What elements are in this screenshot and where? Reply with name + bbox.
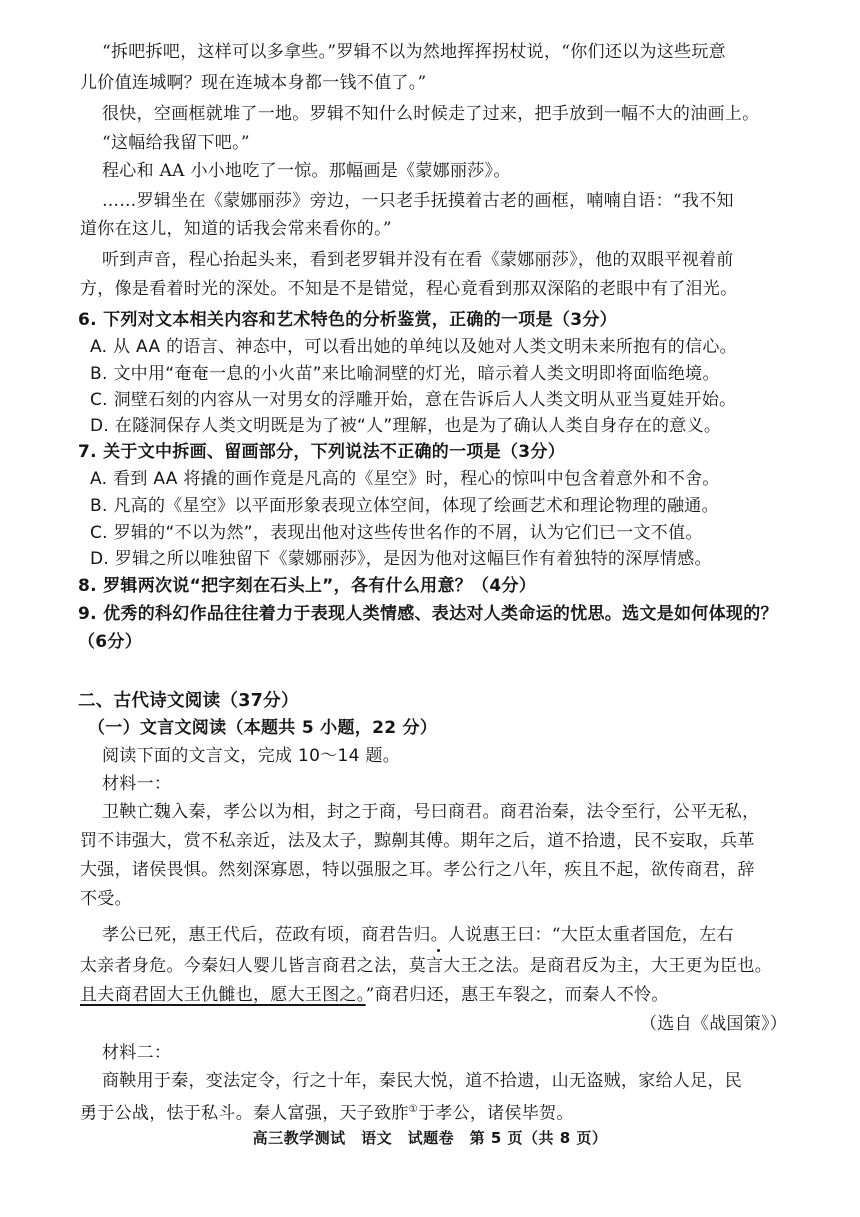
classical-text-line [80, 984, 669, 1006]
classical-text-line: 商鞅用于秦，变法定令，行之十年，秦民大悦，道不拾遗，山无盗贼，家给人足，民 [102, 1071, 743, 1091]
question-7-option-c: C. 罗辑的“不以为然”，表现出他对这些传世名作的不屑，认为它们已一文不值。 [90, 523, 703, 543]
classical-text-line [80, 1099, 574, 1125]
story-line: 听到声音，程心抬起头来，看到老罗辑并没有在看《蒙娜丽莎》，他的双眼平视着前 [102, 250, 734, 270]
material-1-label: 材料一： [102, 774, 172, 794]
question-9-line: （6分） [78, 632, 143, 652]
classical-text-line: 孝公已死，惠王代后，莅政有顷，商君告归。人说惠王曰：“大臣太重者国危，左右 [102, 925, 734, 945]
question-7-stem: 7. 关于文中拆画、留画部分，下列说法不正确的一项是（3分） [78, 442, 566, 462]
classical-text-line: 太亲者身危。今秦妇人婴儿皆言商君之法，莫言大王之法。是商君反为主，大王更为臣也。 [80, 956, 772, 976]
classical-text-continuation: ”商君归还，惠王车裂之，而秦人不怜。 [365, 985, 669, 1005]
classical-text-line: 卫鞅亡魏入秦，孝公以为相，封之于商，号曰商君。商君治秦，法令至行，公平无私， [102, 802, 760, 822]
classical-text-part: 于孝公，诸侯毕贺。 [417, 1103, 574, 1124]
emphasis-dot [437, 949, 440, 952]
story-line: 方，像是看着时光的深处。不知是不是错觉，程心竟看到那双深陷的老眼中有了泪光。 [80, 279, 738, 299]
story-line: “拆吧拆吧，这样可以多拿些。”罗辑不以为然地挥挥拐杖说，“你们还以为这些玩意 [102, 42, 726, 62]
footnote-marker: ① [408, 1104, 418, 1115]
classical-text-part: 勇于公战，怯于私斗。秦人富强，天子致胙 [80, 1103, 409, 1124]
question-6-stem: 6. 下列对文本相关内容和艺术特色的分析鉴赏，正确的一项是（3分） [78, 310, 617, 330]
question-7-option-b: B. 凡高的《星空》以平面形象表现立体空间，体现了绘画艺术和理论物理的融通。 [90, 496, 719, 516]
question-6-option-a: A. 从 AA 的语言、神态中，可以看出她的单纯以及她对人类文明未来所抱有的信心。 [90, 337, 737, 357]
question-7-option-a: A. 看到 AA 将撬的画作竟是凡高的《星空》时，程心的惊叫中包含着意外和不舍。 [90, 469, 720, 489]
material-2-label: 材料二： [102, 1043, 172, 1063]
question-6-option-b: B. 文中用“奄奄一息的小火苗”来比喻洞壁的灯光，暗示着人类文明即将面临绝境。 [90, 364, 720, 384]
source-citation: （选自《战国策》） [640, 1014, 788, 1034]
story-line: 很快，空画框就堆了一地。罗辑不知什么时候走了过来，把手放到一幅不大的油画上。 [102, 104, 760, 124]
question-6-option-d: D. 在隧洞保存人类文明既是为了被“人”理解，也是为了确认人类自身存在的意义。 [90, 416, 722, 436]
question-6-option-c: C. 洞壁石刻的内容从一对男女的浮雕开始，意在告诉后人人类文明从亚当夏娃开始。 [90, 390, 737, 410]
reading-instruction: 阅读下面的文言文，完成 10～14 题。 [102, 746, 401, 766]
story-line: 程心和 AA 小小地吃了一惊。那幅画是《蒙娜丽莎》。 [102, 161, 511, 181]
page-footer: 高三教学测试 语文 试题卷 第 5 页（共 8 页） [252, 1129, 608, 1147]
classical-text-line: 不受。 [80, 889, 132, 909]
question-9-line: 9. 优秀的科幻作品往往着力于表现人类情感、表达对人类命运的忧思。选文是如何体现的？ [78, 604, 778, 624]
underlined-sentence: 且夫商君固大王仇雠也，愿大王图之。 [80, 985, 366, 1005]
story-line: ……罗辑坐在《蒙娜丽莎》旁边，一只老手抚摸着古老的画框，喃喃自语：“我不知 [102, 191, 734, 211]
story-line: “这幅给我留下吧。” [102, 133, 250, 153]
classical-text-line: 罚不讳强大，赏不私亲近，法及太子，黥劓其傅。期年之后，道不拾遗，民不妄取，兵革 [80, 831, 755, 851]
question-8: 8. 罗辑两次说“把字刻在石头上”，各有什么用意？（4分） [78, 576, 537, 596]
story-line: 儿价值连城啊？现在连城本身都一钱不值了。” [80, 73, 427, 93]
story-line: 道你在这儿，知道的话我会常来看你的。” [80, 219, 392, 239]
section-2-title: 二、古代诗文阅读（37分） [78, 691, 299, 711]
section-2-subtitle: （一）文言文阅读（本题共 5 小题，22 分） [88, 718, 438, 738]
classical-text-line: 大强，诸侯畏惧。然刻深寡恩，特以强服之耳。孝公行之八年，疾且不起，欲传商君，辞 [80, 860, 755, 880]
question-7-option-d: D. 罗辑之所以唯独留下《蒙娜丽莎》，是因为他对这幅巨作有着独特的深厚情感。 [90, 549, 712, 569]
